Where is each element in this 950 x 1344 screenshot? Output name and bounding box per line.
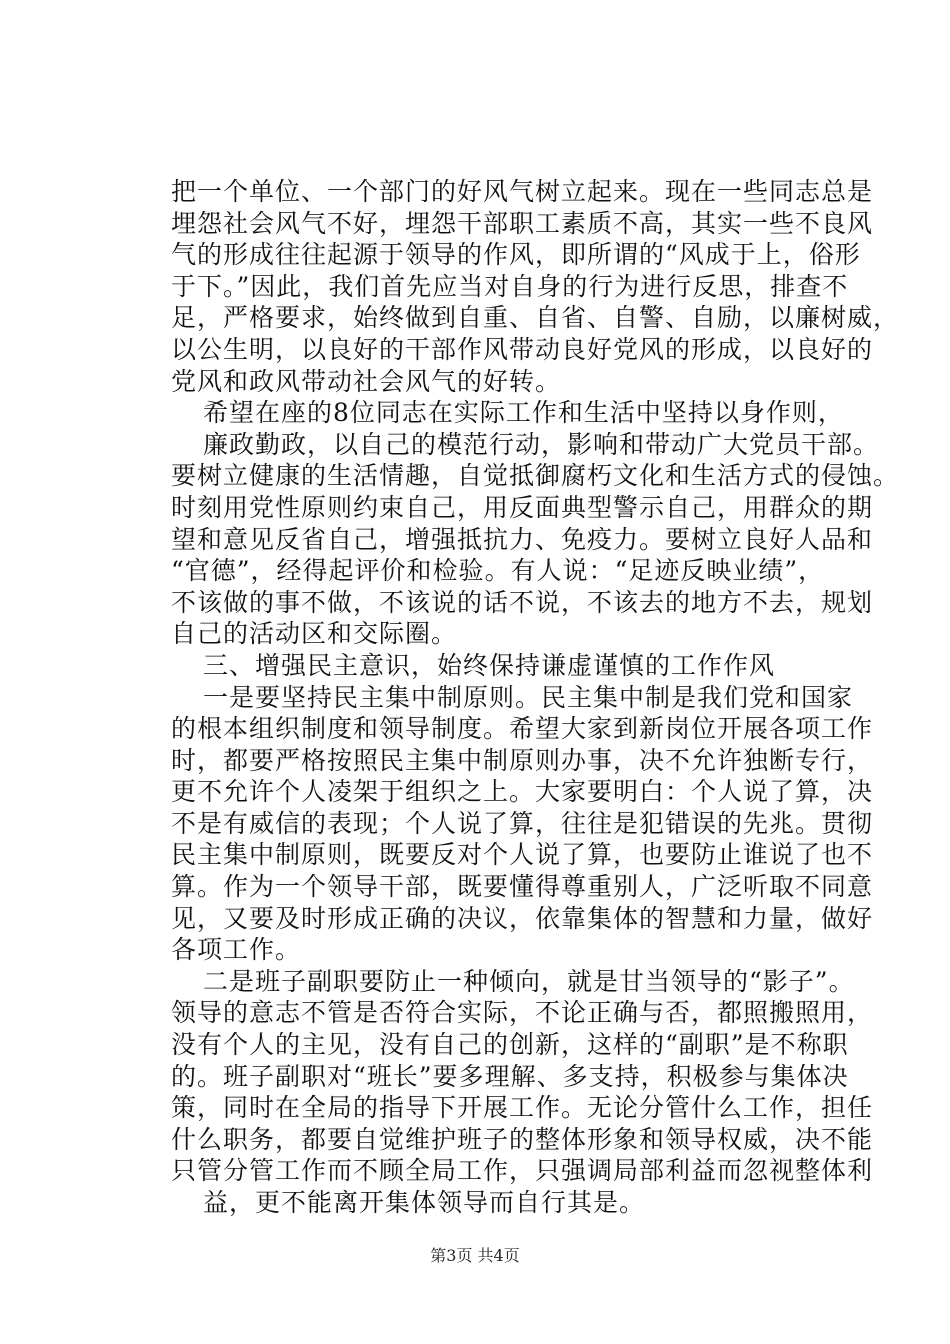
text-line: 益，更不能离开集体领导而自行其是。 <box>203 1188 646 1217</box>
text-line: 策，同时在全局的指导下开展工作。无论分管什么工作，担任 <box>171 1093 874 1123</box>
text-line: 足，严格要求，始终做到自重、自省、自警、自励，以廉树威， <box>171 303 900 333</box>
page-footer: 第3页 共4页 <box>430 1246 520 1265</box>
text-line: 时，都要严格按照民主集中制原则办事，决不允许独断专行， <box>171 745 874 775</box>
text-line: 自己的活动区和交际圈。 <box>171 619 458 649</box>
text-line: 不该做的事不做，不该说的话不说，不该去的地方不去，规划 <box>171 587 874 617</box>
text-line: 的。班子副职对“班长”要多理解、多支持，积极参与集体决 <box>171 1061 849 1091</box>
text-line: 只管分管工作而不顾全局工作，只强调局部利益而忽视整体利 <box>171 1156 874 1186</box>
text-line: 没有个人的主见，没有自己的创新，这样的“副职”是不称职 <box>171 1030 849 1060</box>
text-line: 领导的意志不管是否符合实际，不论正确与否，都照搬照用， <box>171 998 874 1028</box>
text-line: 的根本组织制度和领导制度。希望大家到新岗位开展各项工作 <box>171 714 874 744</box>
text-line: 更不允许个人凌架于组织之上。大家要明白：个人说了算，决 <box>171 777 874 807</box>
text-line: 廉政勤政，以自己的模范行动，影响和带动广大党员干部。 <box>203 429 880 459</box>
text-line: 民主集中制原则，既要反对个人说了算，也要防止谁说了也不 <box>171 840 874 870</box>
text-line: 不是有威信的表现；个人说了算，往往是犯错误的先兆。贯彻 <box>171 808 874 838</box>
text-line: 各项工作。 <box>171 935 302 965</box>
text-line: 埋怨社会风气不好，埋怨干部职工素质不高，其实一些不良风 <box>171 208 874 238</box>
text-line: 算。作为一个领导干部，既要懂得尊重别人，广泛听取不同意 <box>171 872 874 902</box>
text-line: 三、增强民主意识，始终保持谦虚谨慎的工作作风 <box>203 650 776 680</box>
text-line: 于下。”因此，我们首先应当对自身的行为进行反思，排查不 <box>171 271 849 301</box>
body-text <box>171 176 900 1219</box>
text-line: 希望在座的8位同志在实际工作和生活中坚持以身作则， <box>203 398 844 428</box>
text-line: 一是要坚持民主集中制原则。民主集中制是我们党和国家 <box>203 682 854 712</box>
text-line: 把一个单位、一个部门的好风气树立起来。现在一些同志总是 <box>171 177 874 206</box>
text-line: “官德”，经得起评价和检验。有人说：“足迹反映业绩”， <box>171 556 825 586</box>
text-line: 二是班子副职要防止一种倾向，就是甘当领导的“影子”。 <box>203 966 855 996</box>
text-line: 党风和政风带动社会风气的好转。 <box>171 366 562 396</box>
text-line: 见，又要及时形成正确的决议，依靠集体的智慧和力量，做好 <box>171 903 874 933</box>
text-line: 以公生明，以良好的干部作风带动良好党风的形成，以良好的 <box>171 334 874 364</box>
text-line: 望和意见反省自己，增强抵抗力、免疫力。要树立良好人品和 <box>171 524 874 554</box>
text-line: 气的形成往往起源于领导的作风，即所谓的“风成于上，俗形 <box>171 240 861 270</box>
text-line: 要树立健康的生活情趣，自觉抵御腐朽文化和生活方式的侵蚀。 <box>171 461 900 491</box>
text-line: 什么职务，都要自觉维护班子的整体形象和领导权威，决不能 <box>171 1124 874 1154</box>
text-line: 时刻用党性原则约束自己，用反面典型警示自己，用群众的期 <box>171 492 874 522</box>
